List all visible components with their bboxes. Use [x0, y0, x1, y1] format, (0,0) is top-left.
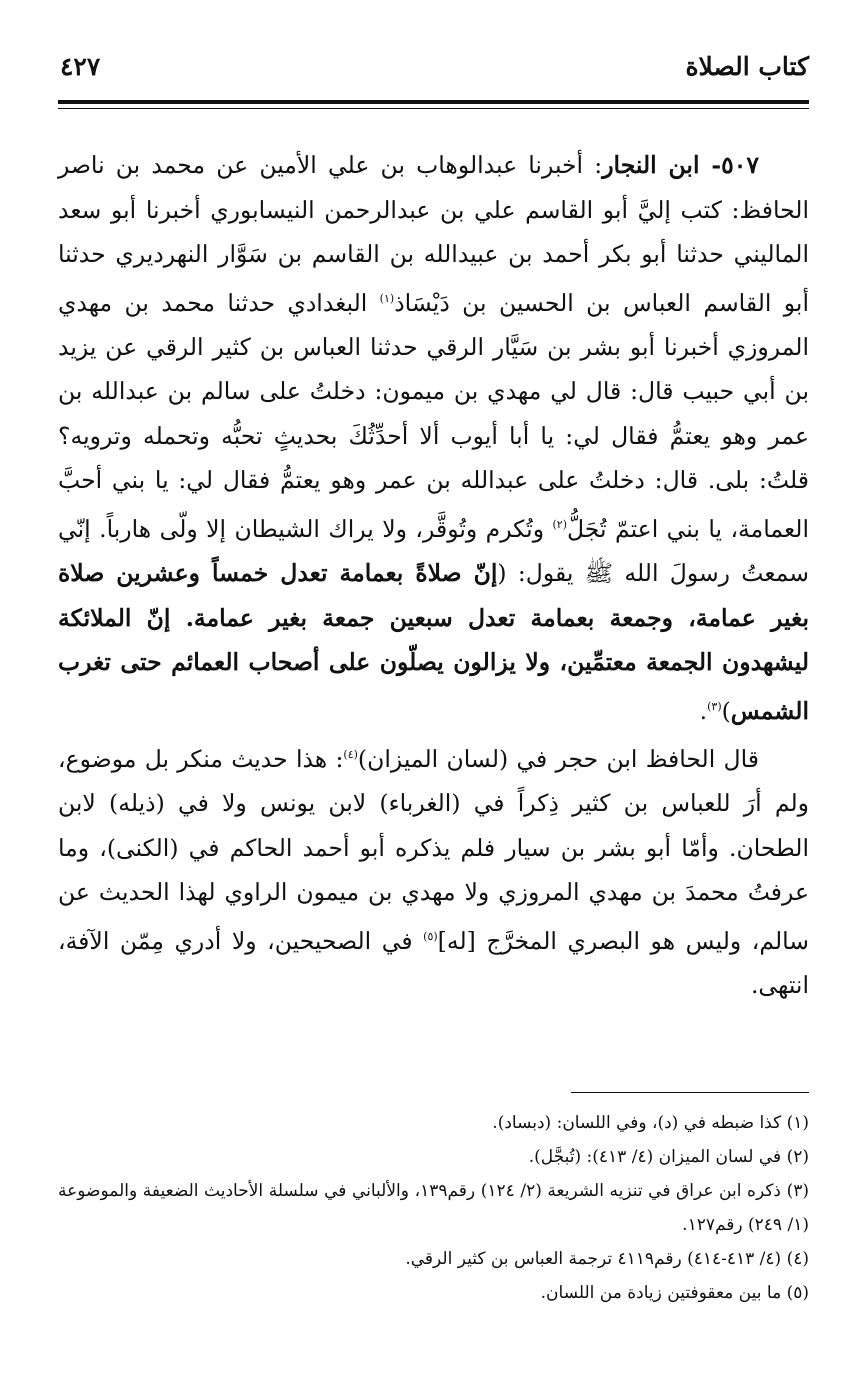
footnote-separator — [571, 1092, 809, 1093]
page-number: ٤٢٧ — [60, 52, 101, 81]
footnote-3: (٣) ذكره ابن عراق في تنزيه الشريعة (٢/ ١٢٤) رقم١٣٩، والألباني في سلسلة الأحاديث الضعيفة والموضوعة (١/ ٢٤٩) رقم١٢٧. — [58, 1181, 809, 1235]
footnote-4: (٤) (٤/ ٤١٣-٤١٤) رقم٤١١٩ ترجمة العباس بن كثير الرقي. — [405, 1249, 809, 1269]
running-header — [60, 52, 809, 92]
hadith-paragraph — [58, 143, 809, 733]
hadith-close-paren: ) — [721, 696, 731, 725]
footnote-ref-1: (١) — [379, 291, 395, 305]
main-text — [58, 143, 809, 1008]
isnad-text-2: البغدادي حدثنا محمد بن مهدي المروزي أخبرنا أبو بشر بن سَيَّار الرقي حدثنا العباس بن كثير الرقي عن يزيد بن أبي حبيب قال: قال لي مهدي بن ميمون: دخلتُ على سالم بن عبدالله بن عمر وهو يعتمُّ فقال لي: يا أبا أيوب ألا أحدِّثُكَ بحديثٍ تحبُّه وتحمله وترويه؟ قلتُ: بلى. قال: دخلتُ على عبدالله بن عمر وهو يعتمُّ فقال لي: يا بني أحبَّ العمامة، يا بني اعتمّ تُجَلُّ — [58, 288, 809, 543]
footnote-1: (١) كذا ضبطه في (د)، وفي اللسان: (دبساد). — [492, 1113, 809, 1133]
hadith-matn: إنّ صلاةً بعمامة تعدل خمساً وعشرين صلاة بغير عمامة، وجمعة بعمامة تعدل سبعين جمعة بغير عمامة. إنّ الملائكة ليشهدون الجمعة معتمِّين، ولا يزالون يصلّون على أصحاب العمائم حتى تغرب الشمس — [58, 559, 809, 725]
footnote-ref-4: (٤) — [343, 747, 358, 761]
commentary-paragraph — [58, 733, 809, 1008]
hadith-number: ٥٠٧- — [699, 151, 760, 179]
commentary-text-2: : هذا حديث منكر بل موضوع، ولم أرَ للعباس بن كثير ذِكراً في (الغرباء) لابن يونس ولا في (ذيله) لابن الطحان. وأمّا أبو بشر بن سيار فلم يذكره أبو أحمد الحاكم في (الكنى)، وما عرفتُ محمدَ بن مهدي المروزي ولا مهدي بن ميمون الراوي لهذا الحديث عن سالم، وليس هو البصري المخرَّج [له] — [58, 744, 809, 955]
header-rule-thick — [58, 100, 809, 104]
book-title: كتاب الصلاة — [685, 52, 809, 81]
footnote-5: (٥) ما بين معقوفتين زيادة من اللسان. — [540, 1283, 809, 1303]
footnote-ref-2: (٢) — [552, 517, 567, 531]
footnotes — [58, 1106, 809, 1310]
header-rule-thin — [58, 108, 809, 109]
hadith-end: . — [699, 696, 708, 725]
commentary-text-3: في الصحيحين، ولا أدري مِمّن الآفة، انتهى. — [58, 926, 809, 1000]
commentary-text-1: قال الحافظ ابن حجر في (لسان الميزان) — [357, 744, 759, 773]
footnote-ref-3: (٣) — [707, 699, 722, 713]
footnote-ref-5: (٥) — [423, 929, 438, 943]
isnad-text-1: : أخبرنا عبدالوهاب بن علي الأمين عن محمد بن ناصر الحافظ: كتب إليَّ أبو القاسم علي بن عبدالرحمن النيسابوري أخبرنا أبو سعد الماليني حدثنا أبو بكر أحمد بن عبيدالله بن القاسم بن سَوَّار النهرديري حدثنا أبو القاسم العباس بن الحسين بن دَيْسَاذ — [58, 151, 809, 317]
narrator-source: ابن النجار — [602, 151, 700, 179]
footnote-2: (٢) في لسان الميزان (٤/ ٤١٣): (تُبجَّل). — [528, 1147, 809, 1167]
isnad-text-3: وتُكرم وتُوقَّر، ولا يراك الشيطان إلا ولّى هارباً. إنّي سمعتُ رسولَ الله ﷺ يقول: ( — [58, 514, 809, 588]
